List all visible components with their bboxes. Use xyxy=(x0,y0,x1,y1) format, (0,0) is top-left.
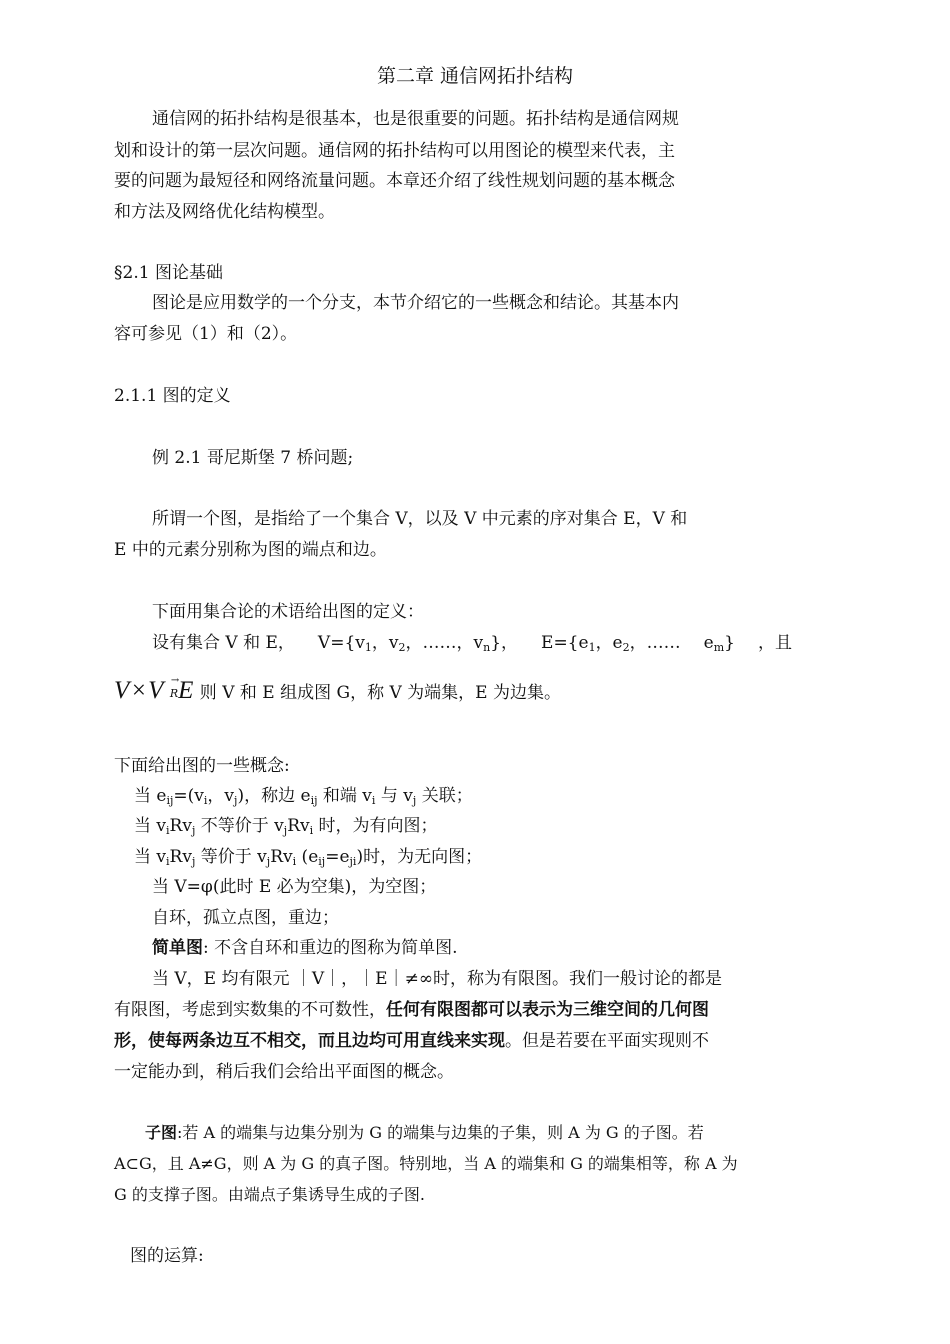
concepts-heading: 下面给出图的一些概念: xyxy=(114,756,290,776)
set-definition-line xyxy=(152,632,792,654)
subgraph-line: 子图:若 A 的端集与边集分别为 G 的端集与边集的子集，则 A 为 G 的子图。若 xyxy=(145,1123,704,1142)
definition-para: 所谓一个图，是指给了一个集合 V，以及 V 中元素的序对集合 E，V 和 xyxy=(152,509,688,529)
set-e: $E=\{e_1$，$e_2$，…… xyxy=(541,633,681,654)
bold-statement: 形，使每两条边互不相交，而且边均可用直线来实现 xyxy=(114,1031,505,1051)
concept-simple-graph: 简单图: 不含自环和重边的图称为简单图. xyxy=(152,938,458,958)
finite-graph-line: 一定能办到，稍后我们会给出平面图的概念。 xyxy=(114,1062,454,1082)
subgraph-line: A⊂G，且 A≠G，则 A 为 G 的真子图。特别地，当 A 的端集和 G 的端集相等，称 A 为 xyxy=(114,1154,738,1173)
intro-line: 和方法及网络优化结构模型。 xyxy=(114,202,335,222)
subsection-heading: 2.1.1 图的定义 xyxy=(114,386,231,406)
concept-items: 自环，孤立点图，重边； xyxy=(152,908,339,928)
example-line: 例 2.1 哥尼斯堡 7 桥问题; xyxy=(152,448,354,468)
set-em: $e_m$} xyxy=(703,633,735,654)
formula-line xyxy=(114,676,794,709)
definition-para: E 中的元素分别称为图的端点和边。 xyxy=(114,540,387,560)
set-and: ，且 xyxy=(757,633,792,653)
simple-graph-label: 简单图 xyxy=(152,938,203,958)
subgraph-label: 子图 xyxy=(145,1123,178,1142)
finite-graph-line: 有限图，考虑到实数集的不可数性，任何有限图都可以表示为三维空间的几何图 xyxy=(114,1000,709,1020)
formula-vxv: V×V xyxy=(114,677,165,704)
formula-relation: R → xyxy=(170,679,178,709)
section-heading: §2.1 图论基础 xyxy=(114,263,223,283)
set-intro: 下面用集合论的术语给出图的定义： xyxy=(152,602,424,622)
subgraph-line: G 的支撑子图。由端点子集诱导生成的子图. xyxy=(114,1185,425,1204)
finite-graph-line: 形，使每两条边互不相交，而且边均可用直线来实现。但是若要在平面实现则不 xyxy=(114,1031,709,1051)
concept-directed: 当 $v_iRv_j$ 不等价于 $v_jRv_i$ 时，为有向图； xyxy=(134,816,438,837)
set-part: 设有集合 V 和 E， xyxy=(152,633,295,653)
finite-graph-line: 当 V，E 均有限元 ｜V｜，｜E｜≠∞时，称为有限图。我们一般讨论的都是 xyxy=(152,969,722,989)
operations-heading: 图的运算: xyxy=(130,1246,204,1266)
section-para: 图论是应用数学的一个分支，本节介绍它的一些概念和结论。其基本内 xyxy=(152,293,679,313)
formula-e: E xyxy=(178,677,195,704)
concept-undirected: 当 $v_iRv_j$ 等价于 $v_jRv_i$ $(e_{ij}=e_{ji})$时，为无向图； xyxy=(134,847,483,868)
intro-line: 通信网的拓扑结构是很基本，也是很重要的问题。拓扑结构是通信网规 xyxy=(152,109,679,129)
concept-incidence: 当 $e_{ij}=(v_i$，$v_j$)，称边 $e_{ij}$ 和端 $v_i$ 与 $v_j$ 关联； xyxy=(134,786,473,807)
formula-tail: 则 V 和 E 组成图 G，称 V 为端集，E 为边集。 xyxy=(194,683,561,703)
bold-statement: 任何有限图都可以表示为三维空间的几何图 xyxy=(386,1000,709,1020)
chapter-title: 第二章 通信网拓扑结构 xyxy=(376,65,574,87)
set-v: $V=\{v_1$，$v_2$，……，$v_n$}， xyxy=(317,633,519,654)
intro-line: 要的问题为最短径和网络流量问题。本章还介绍了线性规划问题的基本概念 xyxy=(114,171,675,191)
section-para: 容可参见（1）和（2）。 xyxy=(114,324,298,344)
concept-empty-graph: 当 V=φ(此时 E 必为空集)，为空图； xyxy=(152,877,437,897)
intro-line: 划和设计的第一层次问题。通信网的拓扑结构可以用图论的模型来代表，主 xyxy=(114,141,675,161)
